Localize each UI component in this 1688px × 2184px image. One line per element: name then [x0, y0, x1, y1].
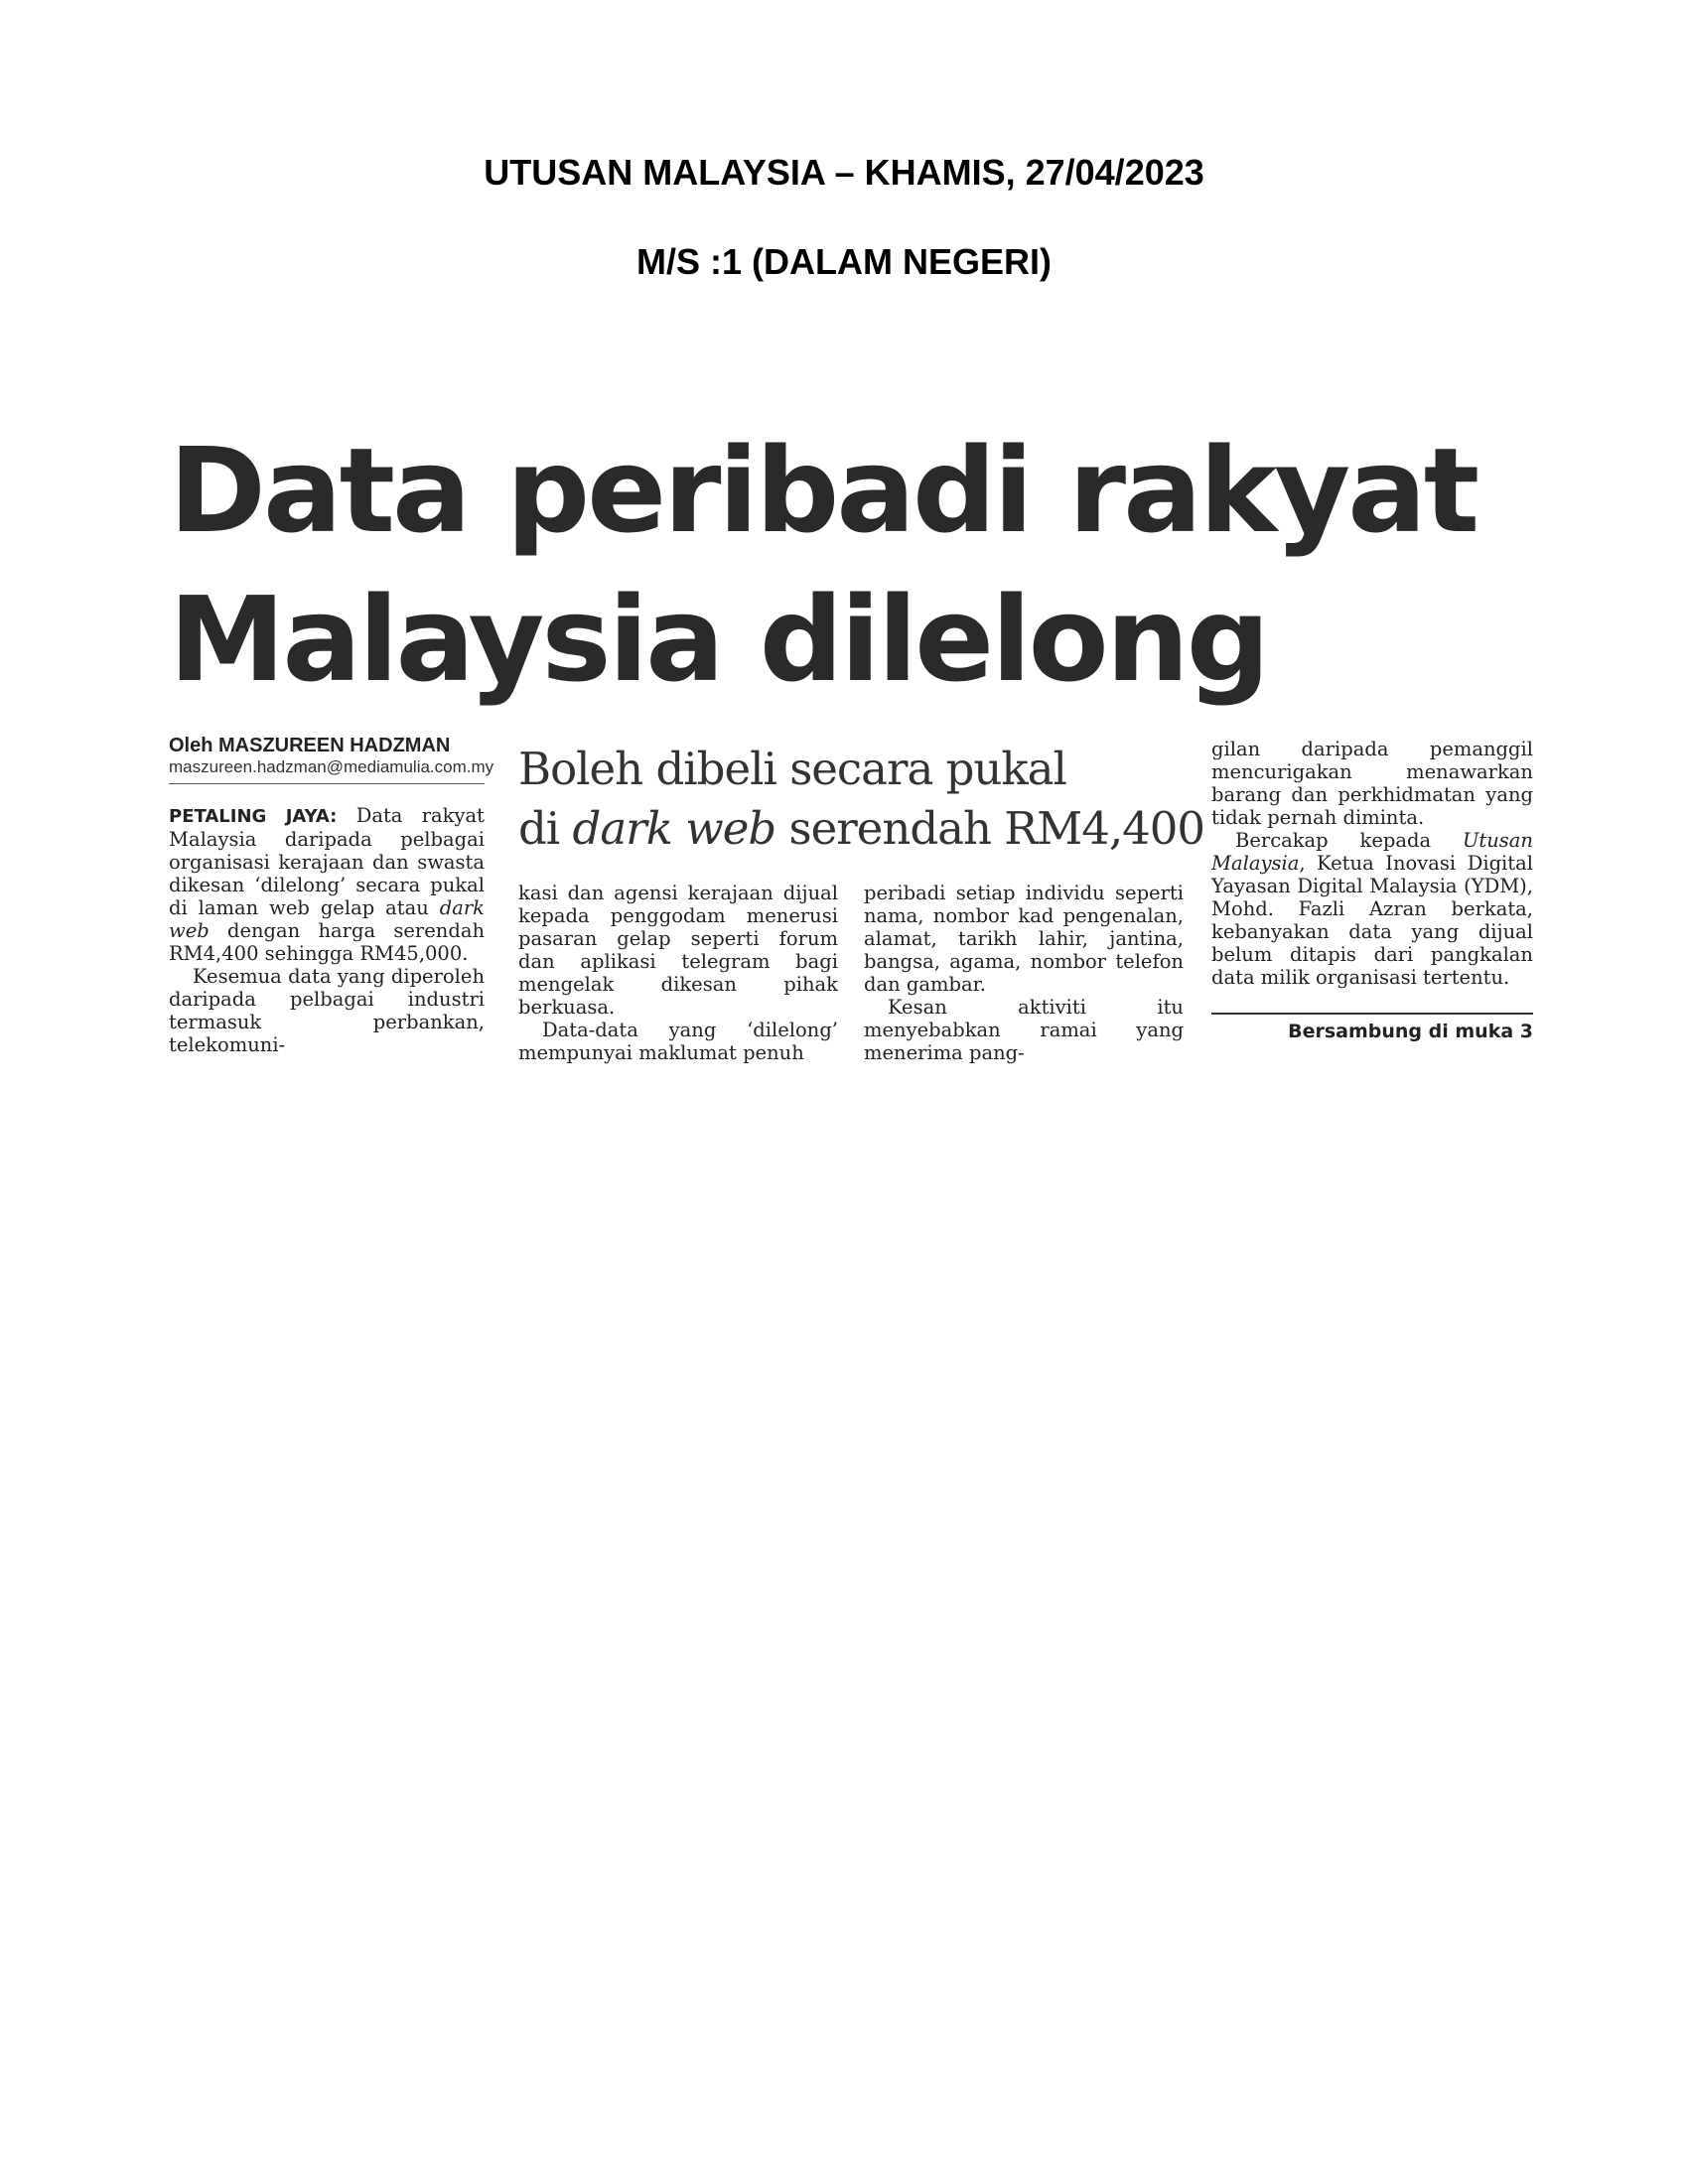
paragraph: Data-data yang ‘dilelong’ mempunyai maklumat penuh — [518, 1019, 838, 1064]
subheadline-pre: di — [518, 802, 573, 855]
article-column-4 — [1211, 738, 1533, 989]
article-column-3 — [864, 882, 1184, 1064]
paragraph — [1211, 829, 1533, 989]
subheadline-italic: dark web — [572, 802, 776, 855]
subheadline — [518, 740, 1204, 859]
headline-line-2: Malaysia dilelong — [169, 571, 1268, 708]
text-run: , Ketua Inovasi Digital Yayasan Digital Malaysia (YDM), Mohd. Fazli Azran berkata, kebanyakan data yang dijual belum ditapis dari pangkalan data milik organisasi tertentu. — [1211, 852, 1533, 989]
byline-email: maszureen.hadzman@mediamulia.com.my — [169, 757, 494, 776]
paragraph: peribadi setiap individu seperti nama, nombor kad pengenalan, alamat, tarikh lahir, jantina, bangsa, agama, nombor telefon dan gambar. — [864, 882, 1184, 996]
byline-author: Oleh MASZUREEN HADZMAN — [169, 735, 451, 756]
paragraph: Kesemua data yang diperoleh daripada pelbagai industri termasuk perbankan, telekomuni- — [169, 965, 485, 1056]
italic-run: Utusan Malaysia — [1211, 829, 1533, 875]
article-column-2 — [518, 882, 838, 1064]
text-run: dengan harga serendah RM4,400 sehingga RM45,000. — [169, 919, 485, 965]
paragraph: Kesan aktiviti itu menyebabkan ramai yang menerima pang- — [864, 996, 1184, 1064]
text-run: Data rakyat Malaysia daripada pelbagai organisasi kerajaan dan swasta dikesan ‘dilelong’ secara pukal di laman web gelap atau — [169, 804, 485, 919]
paragraph: gilan daripada pemanggil mencurigakan menawarkan barang dan perkhidmatan yang tidak pernah diminta. — [1211, 738, 1533, 829]
subheadline-line-2 — [518, 799, 1204, 859]
italic-run: dark web — [169, 896, 485, 942]
subheadline-line-1: Boleh dibeli secara pukal — [518, 743, 1066, 795]
subheadline-post: serendah RM4,400 — [775, 802, 1205, 855]
publication-header: UTUSAN MALAYSIA – KHAMIS, 27/04/2023 — [484, 152, 1204, 193]
paragraph: kasi dan agensi kerajaan dijual kepada penggodam menerusi pasaran gelap seperti forum dan aplikasi telegram bagi mengelak dikesan pihak berkuasa. — [518, 882, 838, 1019]
dateline: PETALING JAYA: — [169, 806, 338, 827]
byline-divider — [169, 783, 485, 784]
paragraph — [169, 804, 485, 965]
page-section-label: M/S :1 (DALAM NEGERI) — [636, 241, 1052, 282]
article-column-1 — [169, 804, 485, 1056]
continuation-note: Bersambung di muka 3 — [1288, 1021, 1533, 1042]
text-run: Bercakap kepada — [1235, 829, 1463, 852]
headline-line-1: Data peribadi rakyat — [169, 422, 1477, 559]
newspaper-clipping — [169, 422, 1534, 1077]
continuation-divider — [1211, 1013, 1533, 1015]
